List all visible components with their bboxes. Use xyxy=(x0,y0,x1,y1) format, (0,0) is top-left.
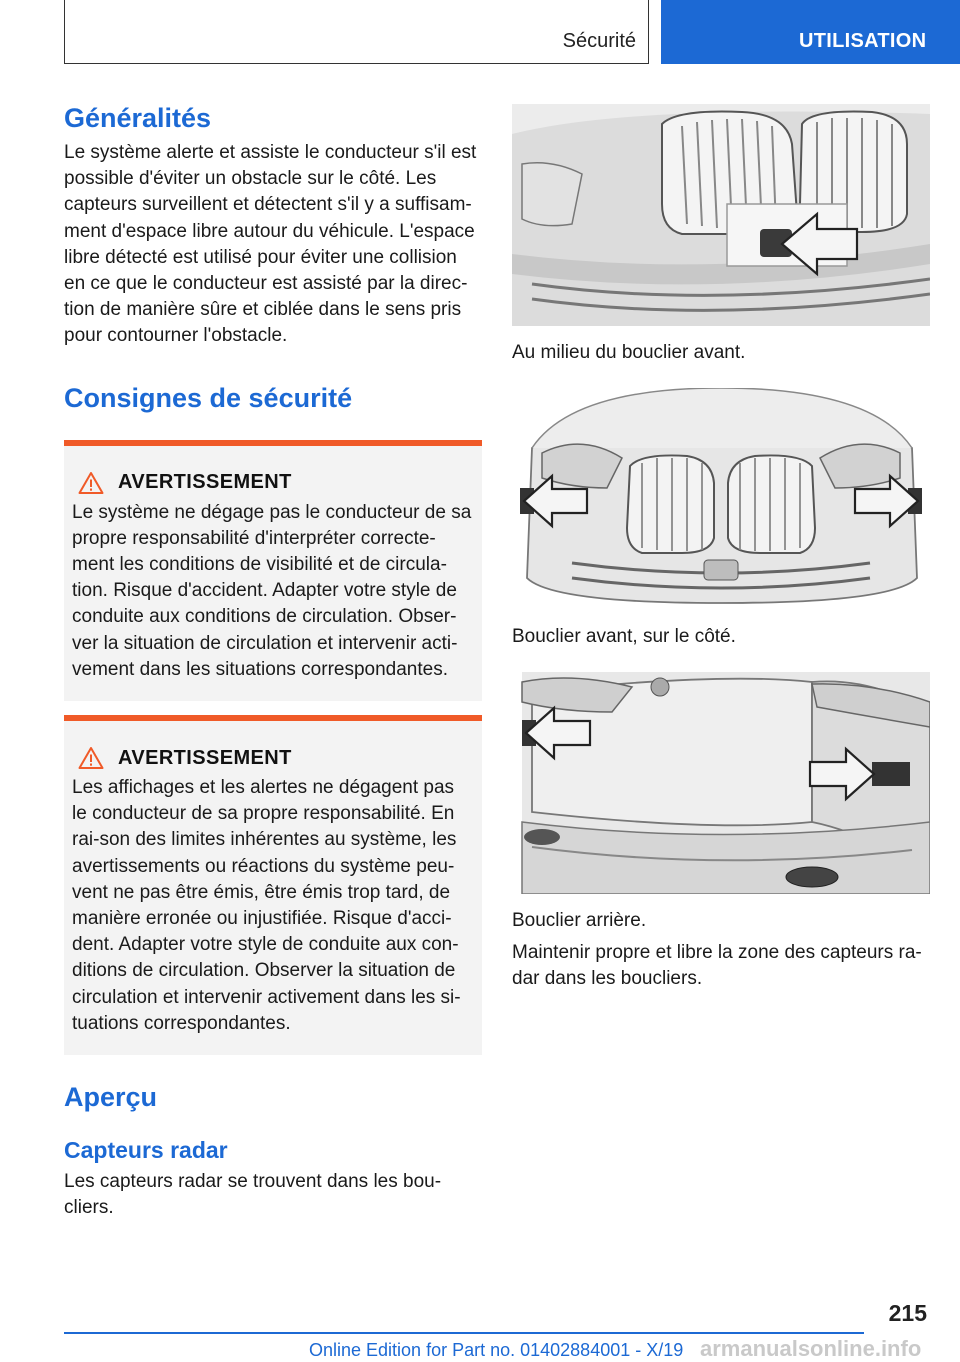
header-chapter-title: UTILISATION xyxy=(799,30,927,52)
warning-title-1: AVERTISSEMENT xyxy=(118,471,292,494)
warning-box-1 xyxy=(64,440,482,701)
left-column xyxy=(64,100,482,1221)
warning-title-2: AVERTISSEMENT xyxy=(118,746,292,769)
header-chapter-tab xyxy=(661,0,960,64)
warning-triangle-icon xyxy=(78,746,104,770)
general-paragraph: Le système alerte et assiste le conducteur s'il est possible d'éviter un obstacle sur le côté. Les capteurs surveillent et détectent s'il y a suffisam-ment d'espace libre autour du véhicule. L'espace libre détecté est utilisé pour éviter une collision en ce que le conducteur est assisté par la direc-tion de manière sûre et ciblée dans le sens pris pour contourner l'obstacle. xyxy=(64,142,477,347)
caption-rear: Bouclier arrière. xyxy=(512,910,647,931)
footer-edition: Online Edition for Part no. 01402884001 - X/19 xyxy=(309,1340,684,1360)
footer-rule xyxy=(64,1332,864,1334)
page-number: 215 xyxy=(888,1300,927,1326)
front-bumper-side-figure xyxy=(512,388,930,610)
radar-heading: Capteurs radar xyxy=(64,1137,228,1164)
header-section-title: Sécurité xyxy=(562,30,636,52)
warning-triangle-icon xyxy=(78,471,104,495)
warning-text-1: Le système ne dégage pas le conducteur de sa propre responsabilité d'interpréter correcte-ment les conditions de visibilité et de circula-tion. Risque d'accident. Adapter votre style de conduite aux conditions de circulation. Obser-ver la situation de circulation et intervenir acti-vement dans les situations correspondantes. xyxy=(72,501,472,680)
right-column xyxy=(512,104,930,992)
rear-bumper-figure xyxy=(512,672,930,894)
general-heading: Généralités xyxy=(64,103,212,133)
warning-text-2: Les affichages et les alertes ne dégagent pas le conducteur de sa propre responsabilité. En rai-son des limites inhérentes au système, les avertissements ou réactions du système peu-vent ne pas être émis, être émis trop tard, de manière erronée ou injustifiée. Risque d'acci-dent. Adapter votre style de conduite aux con-ditions de circulation. Observer la situation de circulation et intervenir activement dans les si-tuations correspondantes. xyxy=(72,777,461,1034)
header-section-box xyxy=(64,0,649,64)
radar-clean-note: Maintenir propre et libre la zone des capteurs ra-dar dans les boucliers. xyxy=(512,942,922,990)
warning-box-2 xyxy=(64,715,482,1055)
safety-heading: Consignes de sécurité xyxy=(64,382,353,413)
radar-paragraph: Les capteurs radar se trouvent dans les bou-cliers. xyxy=(64,1171,442,1219)
overview-heading: Aperçu xyxy=(64,1082,158,1113)
watermark-site: armanualsonline.info xyxy=(700,1336,922,1361)
front-bumper-center-figure xyxy=(512,104,930,326)
caption-front-side: Bouclier avant, sur le côté. xyxy=(512,626,736,647)
caption-front-center: Au milieu du bouclier avant. xyxy=(512,342,746,363)
